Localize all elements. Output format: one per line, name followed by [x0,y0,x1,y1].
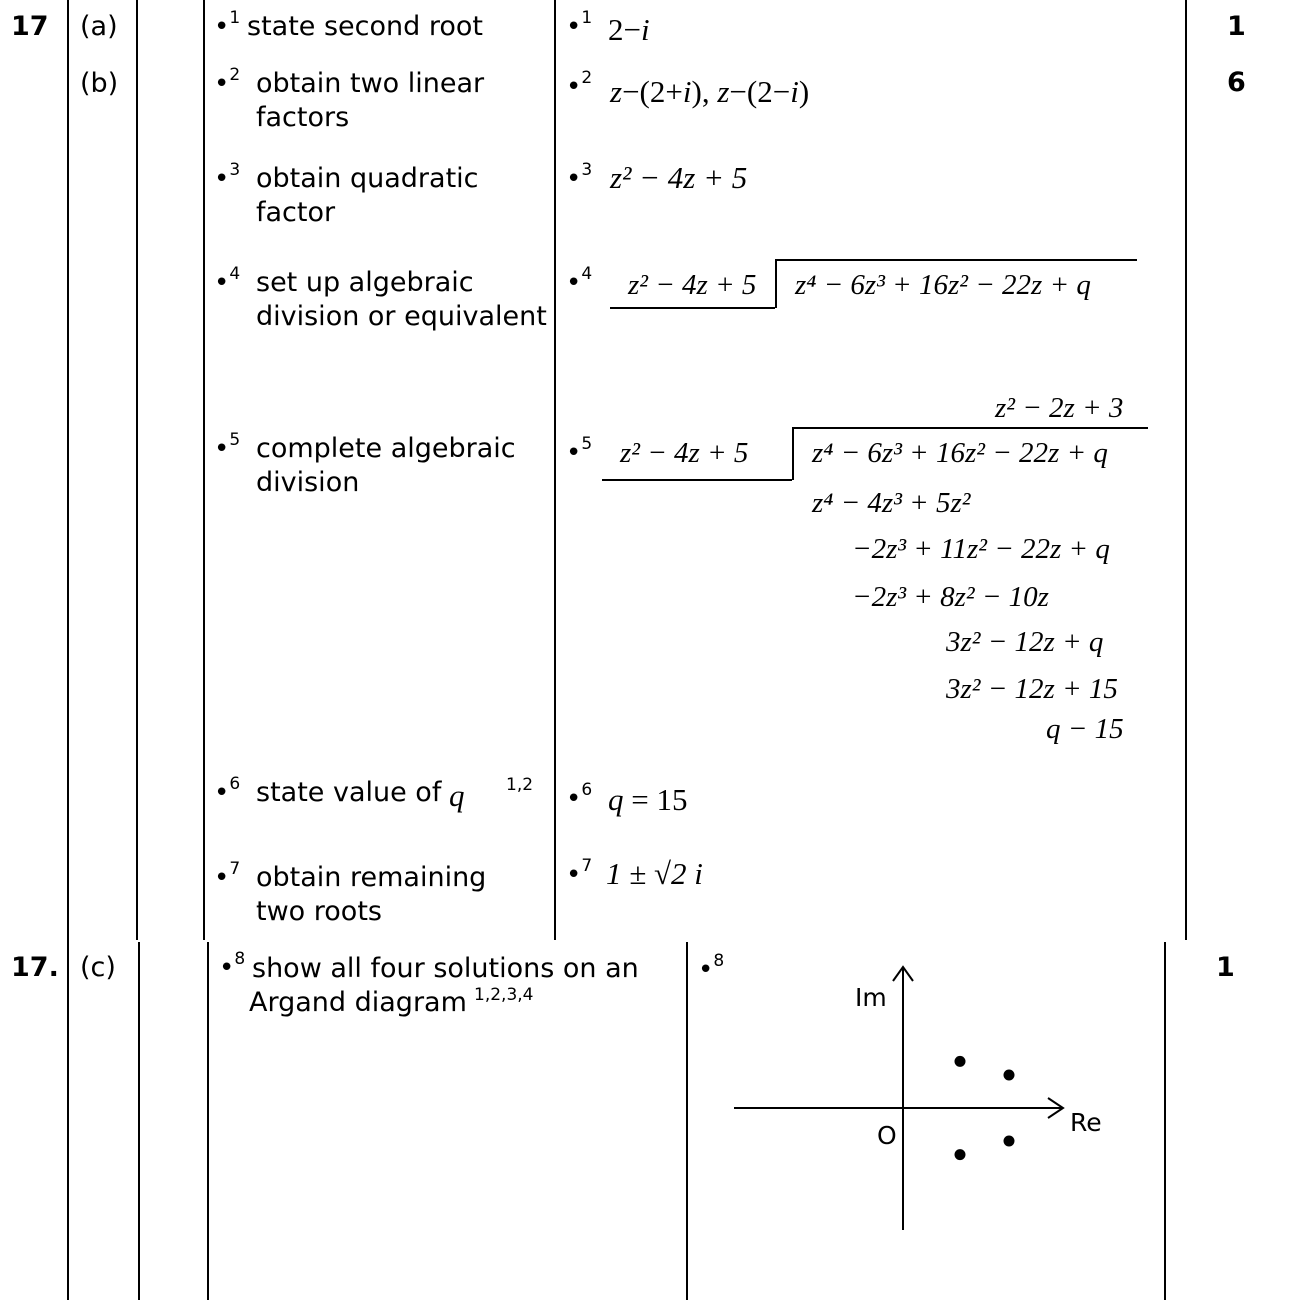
answer: z² − 4z + 5 [610,160,748,195]
part-label: (c) [80,952,116,983]
bullet-marker: •$^4$ [566,264,593,298]
answer: 2−i [608,12,650,47]
division-divisor: z² − 4z + 5 [620,437,749,469]
part-label: (a) [80,11,118,42]
division-rule [792,427,794,480]
division-rule [610,307,775,309]
division-dividend: z⁴ − 6z³ + 16z² − 22z + q [812,437,1108,469]
col-divider [207,942,209,1300]
argand-point [1004,1136,1015,1147]
division-rule [775,260,777,308]
col-divider [203,0,205,940]
division-step: 3z² − 12z + 15 [946,673,1118,705]
argand-point [955,1056,966,1067]
bullet-marker: •$^2$ [566,68,593,102]
question-number: 17 [11,11,49,42]
criterion-label: show all four solutions on an [252,953,639,984]
division-rule [775,259,1137,261]
bullet-marker: •$^6$ [566,780,593,814]
question-number: 17. [11,952,59,983]
criterion-label: obtain two linear [256,68,485,99]
bullet-marker: •$^7$ [214,859,241,893]
imaginary-axis-label: Im [855,983,887,1012]
division-step: z⁴ − 4z³ + 5z² [812,487,971,519]
division-dividend: z⁴ − 6z³ + 16z² − 22z + q [795,269,1091,301]
criterion-label: division or equivalent [256,301,547,332]
division-step: −2z³ + 11z² − 22z + q [852,533,1110,565]
division-step: q − 15 [1046,713,1124,745]
bullet-marker: •$^1$ [214,8,241,42]
bullet-marker: •$^4$ [214,264,241,298]
marks: 1 [1216,952,1235,983]
bullet-marker: •$^5$ [566,434,593,468]
criterion-label: obtain quadratic [256,163,479,194]
bullet-marker: •$^1$ [566,8,593,42]
division-rule [792,427,1148,429]
col-divider [686,942,688,1300]
bullet-marker: •$^6$ [214,774,241,808]
division-quotient: z² − 2z + 3 [995,392,1124,424]
criterion-label: factors [256,102,350,133]
bullet-marker: •$^3$ [566,160,593,194]
criterion-variable: q [449,778,465,813]
col-divider [554,0,556,940]
argand-point [955,1149,966,1160]
argand-point [1004,1070,1015,1081]
col-divider [138,942,140,1300]
bullet-marker: •$^7$ [566,856,593,890]
answer: z−(2+i), z−(2−i) [610,74,810,109]
reference-note: 1,2 [506,775,534,795]
criterion-label: complete algebraic [256,433,516,464]
marks: 1 [1227,11,1246,42]
division-divisor: z² − 4z + 5 [628,269,757,301]
bullet-marker: •$^8$ [219,949,246,983]
col-divider [136,0,138,940]
criterion-label: two roots [256,896,382,927]
col-divider [67,0,69,1300]
criterion-label: division [256,467,360,498]
bullet-marker: •$^2$ [214,65,241,99]
criterion-label: obtain remaining [256,862,487,893]
origin-label: O [877,1121,897,1150]
criterion-label: set up algebraic [256,267,474,298]
criterion-label: state second root [247,11,483,42]
argand-diagram [700,945,1130,1245]
bullet-marker: •$^3$ [214,160,241,194]
bullet-marker: •$^5$ [214,430,241,464]
real-axis-label: Re [1070,1108,1102,1137]
col-divider [1185,0,1187,940]
division-rule [602,479,792,481]
criterion-label: state value of [256,777,442,808]
answer: q = 15 [608,782,688,817]
marks: 6 [1227,67,1246,98]
division-step: −2z³ + 8z² − 10z [852,581,1049,613]
col-divider [1164,942,1166,1300]
reference-note: 1,2,3,4 [474,985,534,1005]
answer: 1 ± √2 i [606,856,703,891]
division-step: 3z² − 12z + q [946,626,1104,658]
criterion-label: Argand diagram [249,987,467,1018]
bullet-marker: •$^8$ [698,951,725,985]
part-label: (b) [80,68,119,99]
criterion-label: factor [256,197,336,228]
